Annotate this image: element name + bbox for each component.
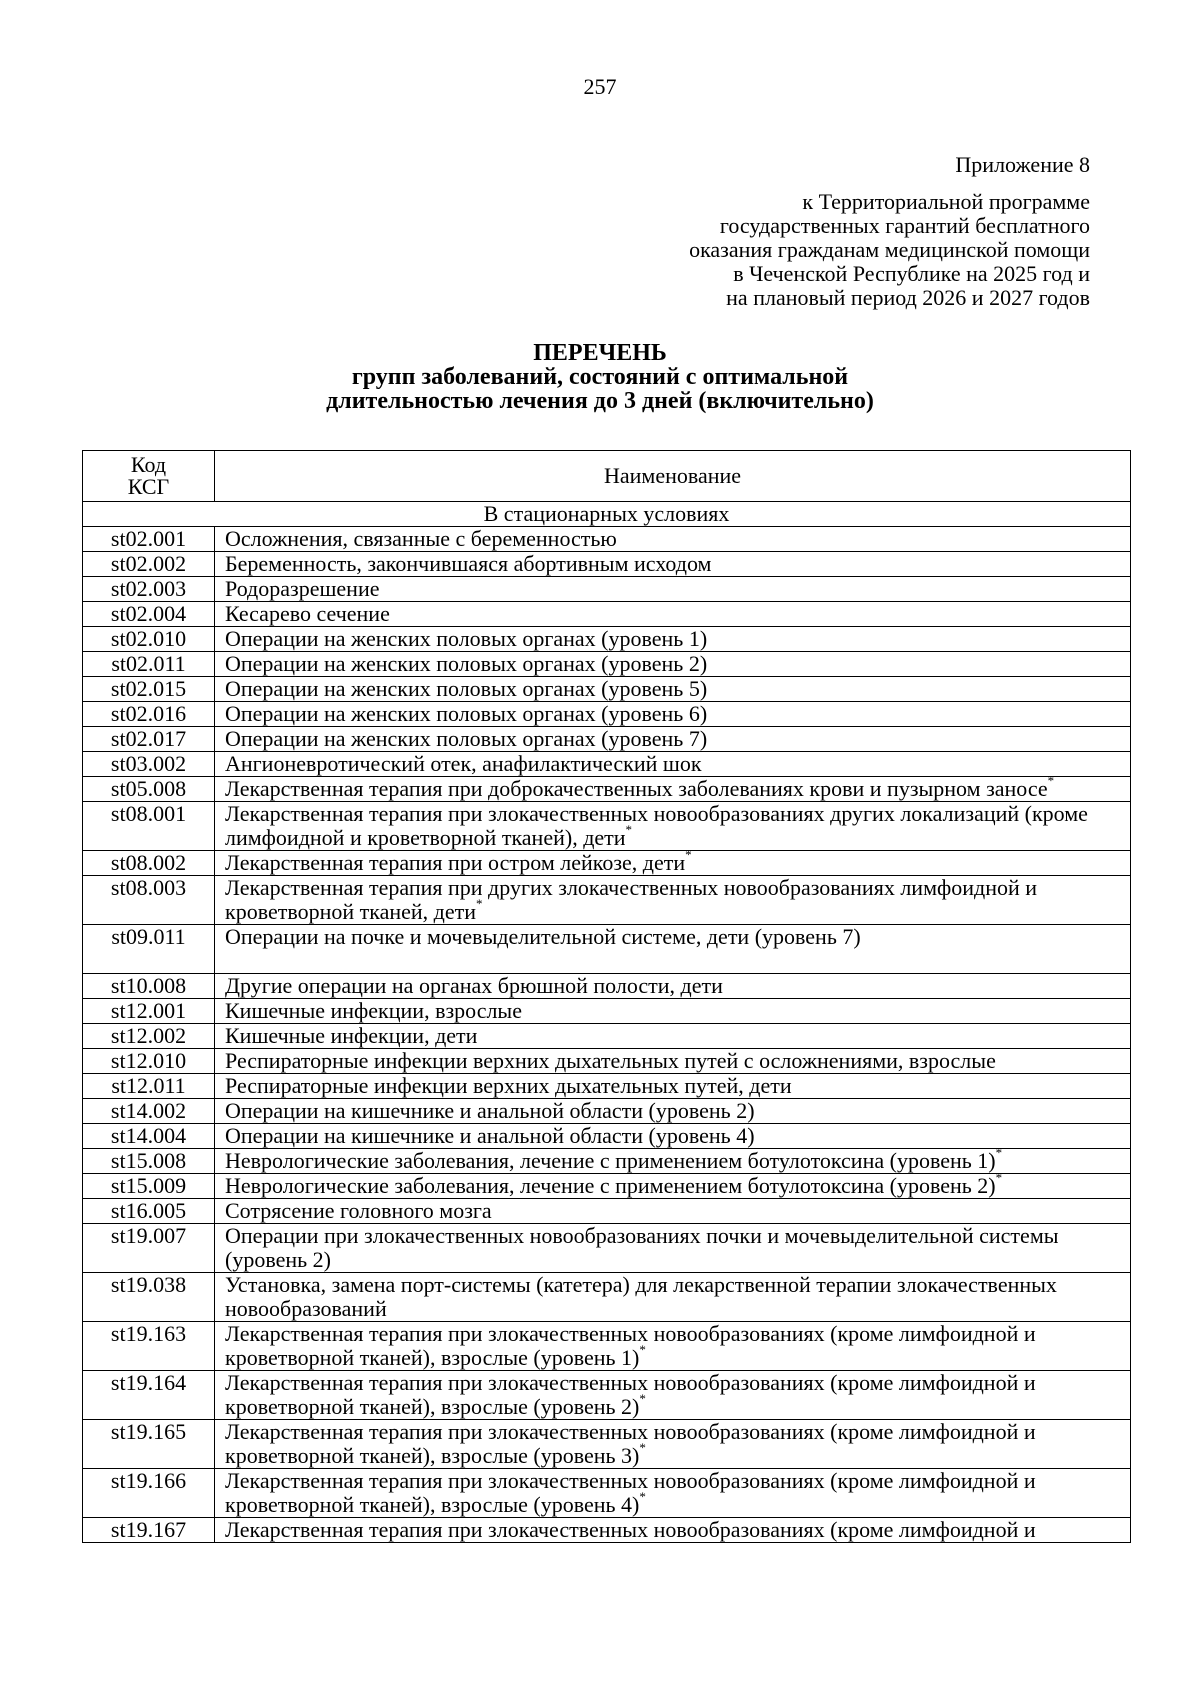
- row-code: st08.003: [83, 876, 215, 925]
- row-code: st19.166: [83, 1469, 215, 1518]
- row-name-text: Респираторные инфекции верхних дыхательных путей, дети: [225, 1073, 792, 1098]
- row-name-text: Ангионевротический отек, анафилактический шок: [225, 751, 702, 776]
- row-name-text: Сотрясение головного мозга: [225, 1198, 492, 1223]
- row-name: [215, 1169, 1131, 1199]
- row-name-text: Неврологические заболевания, лечение с применением ботулотоксина (уровень 2): [225, 1173, 996, 1198]
- row-name-text: Кесарево сечение: [225, 601, 390, 626]
- row-name-text: Операции при злокачественных новообразованиях почки и мочевыделительной системы (уровень 2): [225, 1223, 1059, 1272]
- table-row: [83, 1224, 1131, 1273]
- table-row: [83, 925, 1131, 974]
- row-name-text: Операции на женских половых органах (уровень 5): [225, 676, 708, 701]
- appendix-line: государственных гарантий бесплатного: [719, 213, 1090, 238]
- table-row: [83, 577, 1131, 602]
- footnote-mark: *: [1047, 772, 1055, 788]
- table-row: [83, 1199, 1131, 1224]
- row-name: [215, 702, 1131, 727]
- table-row: [83, 552, 1131, 577]
- row-name-text: Лекарственная терапия при злокачественных новообразованиях (кроме лимфоидной и кроветворной тканей), взрослые (уровень 4): [225, 1468, 1036, 1517]
- row-code: st02.011: [83, 652, 215, 677]
- row-code: st19.167: [83, 1518, 215, 1543]
- row-code: st12.001: [83, 999, 215, 1024]
- row-name: [215, 1420, 1131, 1469]
- table-row: [83, 1149, 1131, 1174]
- row-name: [215, 999, 1131, 1024]
- row-code: st10.008: [83, 974, 215, 999]
- footnote-mark: *: [476, 895, 483, 911]
- table-row: [83, 851, 1131, 876]
- row-name: [215, 677, 1131, 702]
- row-code: st05.008: [83, 777, 215, 802]
- document-title: [0, 341, 1200, 413]
- appendix-line: в Чеченской Республике на 2025 год и: [733, 261, 1090, 286]
- row-name: [215, 752, 1131, 777]
- row-name: [215, 1099, 1131, 1124]
- row-code: st19.165: [83, 1420, 215, 1469]
- row-name-text: Неврологические заболевания, лечение с применением ботулотоксина (уровень 1): [225, 1148, 996, 1173]
- table-row: [83, 677, 1131, 702]
- header-code: [83, 451, 215, 502]
- row-name: [215, 1074, 1131, 1099]
- row-code: st02.010: [83, 627, 215, 652]
- appendix-title: Приложение 8: [955, 152, 1090, 177]
- row-name-text: Операции на кишечнике и анальной области (уровень 2): [225, 1098, 755, 1123]
- row-code: st02.003: [83, 577, 215, 602]
- row-name-text: Лекарственная терапия при остром лейкозе, дети: [225, 850, 686, 875]
- table-header-row: [83, 451, 1131, 502]
- row-name: [215, 1144, 1131, 1174]
- row-name-text: Кишечные инфекции, дети: [225, 1023, 478, 1048]
- table-row: [83, 1024, 1131, 1049]
- row-code: st09.011: [83, 925, 215, 974]
- table-row: [83, 802, 1131, 851]
- title-line: длительностью лечения до 3 дней (включительно): [326, 388, 874, 414]
- row-code: st02.016: [83, 702, 215, 727]
- row-name: [215, 1518, 1131, 1543]
- row-name-text: Установка, замена порт-системы (катетера) для лекарственной терапии злокачественных новообразований: [225, 1272, 1057, 1321]
- row-name-text: Осложнения, связанные с беременностью: [225, 526, 617, 551]
- row-name: [215, 577, 1131, 602]
- row-name-text: Другие операции на органах брюшной полости, дети: [225, 973, 723, 998]
- row-code: st12.010: [83, 1049, 215, 1074]
- row-name-text: Лекарственная терапия при злокачественных новообразованиях (кроме лимфоидной и кроветворной тканей), взрослые (уровень 1): [225, 1321, 1036, 1370]
- footnote-mark: *: [639, 1488, 646, 1504]
- row-name: [215, 627, 1131, 652]
- row-name: [215, 925, 1131, 974]
- row-name-text: Респираторные инфекции верхних дыхательных путей с осложнениями, взрослые: [225, 1048, 996, 1073]
- appendix-line: оказания гражданам медицинской помощи: [689, 237, 1090, 262]
- row-name: [215, 1469, 1131, 1518]
- row-name: [215, 1224, 1131, 1273]
- row-code: st15.009: [83, 1174, 215, 1199]
- table-row: [83, 1074, 1131, 1099]
- row-name: [215, 652, 1131, 677]
- footnote-mark: *: [639, 1439, 646, 1455]
- row-name-text: Лекарственная терапия при злокачественных новообразованиях (кроме лимфоидной и: [225, 1517, 1036, 1542]
- row-name: [215, 974, 1131, 999]
- row-code: st02.017: [83, 727, 215, 752]
- row-name-text: Операции на женских половых органах (уровень 6): [225, 701, 708, 726]
- row-code: st19.007: [83, 1224, 215, 1273]
- footnote-mark: *: [995, 1144, 1003, 1160]
- row-name: [215, 1199, 1131, 1224]
- row-code: st03.002: [83, 752, 215, 777]
- header-name: Наименование: [215, 451, 1131, 502]
- row-code: st16.005: [83, 1199, 215, 1224]
- row-name-text: Лекарственная терапия при злокачественных новообразованиях (кроме лимфоидной и кроветворной тканей), взрослые (уровень 3): [225, 1419, 1036, 1468]
- table-row: [83, 627, 1131, 652]
- row-code: st14.002: [83, 1099, 215, 1124]
- row-name: [215, 1273, 1131, 1322]
- row-name-text: Операции на почке и мочевыделительной системе, дети (уровень 7): [225, 924, 861, 949]
- table-row: [83, 1469, 1131, 1518]
- footnote-mark: *: [625, 821, 633, 837]
- row-name-text: Родоразрешение: [225, 576, 380, 601]
- header-code-line: Код: [130, 452, 167, 477]
- row-name: [215, 1124, 1131, 1149]
- title-line: групп заболеваний, состояний с оптимальной: [351, 364, 849, 390]
- table-row: [83, 702, 1131, 727]
- row-code: st02.015: [83, 677, 215, 702]
- table-row: [83, 652, 1131, 677]
- row-name-text: Лекарственная терапия при злокачественных новообразованиях других локализаций (кроме лимфоидной и кроветворной тканей), дети: [225, 801, 1088, 850]
- footnote-mark: *: [995, 1169, 1003, 1185]
- row-name-text: Беременность, закончившаяся абортивным исходом: [225, 551, 712, 576]
- table-row: [83, 1049, 1131, 1074]
- row-name: [215, 772, 1131, 802]
- appendix-line: на плановый период 2026 и 2027 годов: [726, 285, 1090, 310]
- table-row: [83, 1322, 1131, 1371]
- table-row: [83, 974, 1131, 999]
- footnote-mark: *: [685, 846, 692, 862]
- row-code: st12.011: [83, 1074, 215, 1099]
- row-name: [215, 602, 1131, 627]
- page-number: 257: [583, 74, 617, 99]
- row-code: st02.004: [83, 602, 215, 627]
- appendix-subtitle: [689, 190, 1090, 310]
- row-code: st19.163: [83, 1322, 215, 1371]
- row-code: st08.002: [83, 851, 215, 876]
- table-row: [83, 1099, 1131, 1124]
- row-code: st19.164: [83, 1371, 215, 1420]
- row-name-text: Операции на кишечнике и анальной области (уровень 4): [225, 1123, 755, 1148]
- row-code: st02.002: [83, 552, 215, 577]
- row-name: [215, 552, 1131, 577]
- table-row: [83, 1273, 1131, 1322]
- header-code-line: КСГ: [127, 474, 170, 499]
- table-row: [83, 1518, 1131, 1543]
- section-title: В стационарных условиях: [83, 502, 1131, 527]
- table-row: [83, 1420, 1131, 1469]
- row-name: [215, 876, 1131, 925]
- table-row: [83, 777, 1131, 802]
- footnote-mark: *: [639, 1341, 646, 1357]
- row-name-text: Лекарственная терапия при других злокачественных новообразованиях лимфоидной и кроветворной тканей, дети: [225, 875, 1038, 924]
- row-code: st12.002: [83, 1024, 215, 1049]
- row-name: [215, 1322, 1131, 1371]
- ksg-table: [82, 450, 1131, 1543]
- row-name: [215, 1049, 1131, 1074]
- row-name-text: Кишечные инфекции, взрослые: [225, 998, 522, 1023]
- title-line: ПЕРЕЧЕНЬ: [533, 340, 667, 366]
- row-name: [215, 727, 1131, 752]
- row-name: [215, 527, 1131, 552]
- table-row: [83, 752, 1131, 777]
- row-name: [215, 1024, 1131, 1049]
- row-name: [215, 1371, 1131, 1420]
- table-row: [83, 1371, 1131, 1420]
- row-name-text: Лекарственная терапия при доброкачественных заболеваниях крови и пузырном заносе: [225, 776, 1048, 801]
- footnote-mark: *: [639, 1390, 646, 1406]
- row-name: [215, 846, 1131, 876]
- table-row: [83, 876, 1131, 925]
- row-name-text: Операции на женских половых органах (уровень 1): [225, 626, 708, 651]
- row-code: st08.001: [83, 802, 215, 851]
- section-row: [83, 502, 1131, 527]
- row-code: st02.001: [83, 527, 215, 552]
- table-row: [83, 1124, 1131, 1149]
- row-name: [215, 802, 1131, 851]
- row-code: st19.038: [83, 1273, 215, 1322]
- row-name-text: Операции на женских половых органах (уровень 7): [225, 726, 708, 751]
- appendix-line: к Территориальной программе: [802, 189, 1090, 214]
- table-row: [83, 727, 1131, 752]
- table-row: [83, 527, 1131, 552]
- table-row: [83, 1174, 1131, 1199]
- table-row: [83, 999, 1131, 1024]
- row-name-text: Лекарственная терапия при злокачественных новообразованиях (кроме лимфоидной и кроветворной тканей), взрослые (уровень 2): [225, 1370, 1036, 1419]
- row-name-text: Операции на женских половых органах (уровень 2): [225, 651, 708, 676]
- row-code: st15.008: [83, 1149, 215, 1174]
- table-row: [83, 602, 1131, 627]
- row-code: st14.004: [83, 1124, 215, 1149]
